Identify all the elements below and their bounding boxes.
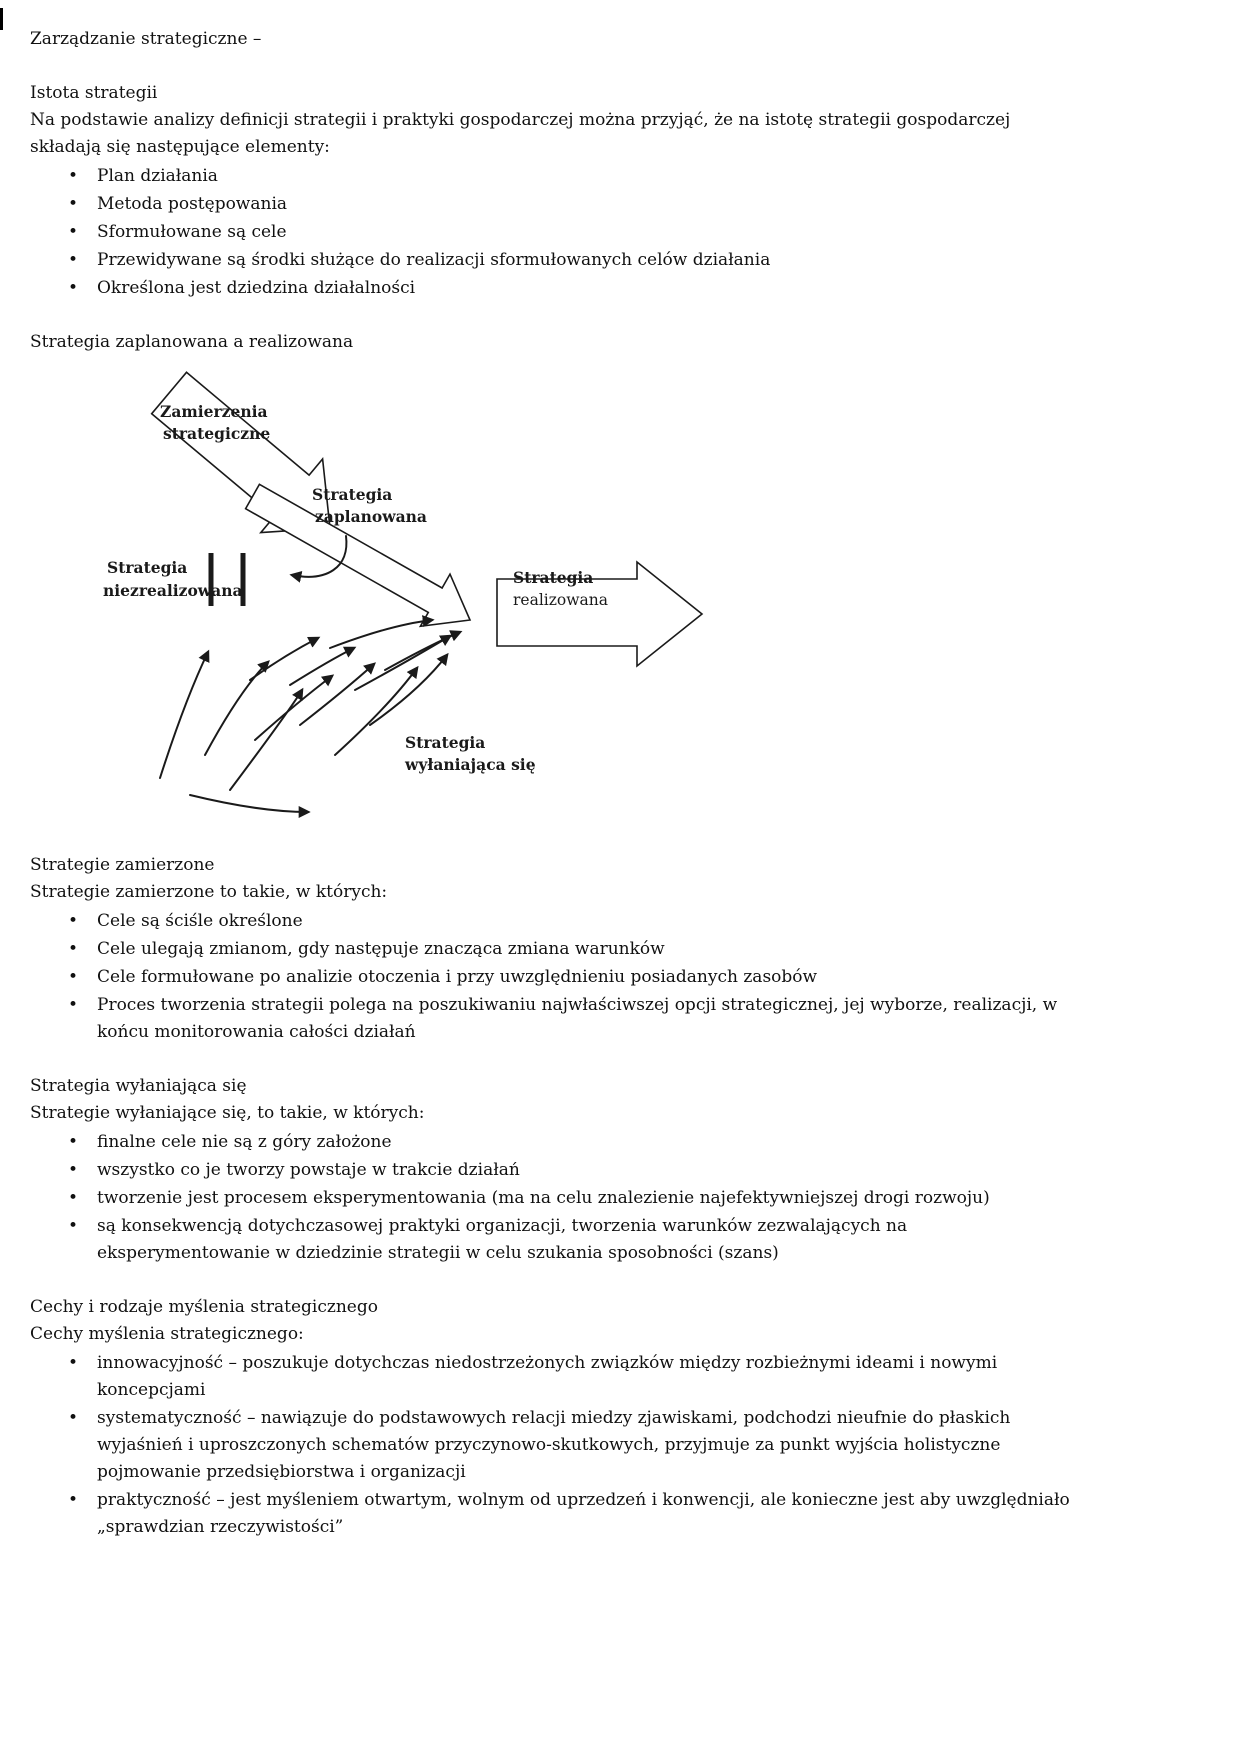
label-unrealized-line1: Strategia <box>107 558 188 577</box>
list-item: • finalne cele nie są z góry założone <box>30 1129 1082 1156</box>
emergent-arrow <box>160 652 208 778</box>
scan-edge-artifact <box>0 8 3 30</box>
heading-diagram-section: Strategia zaplanowana a realizowana <box>30 332 354 352</box>
zamierzone-bullet-list <box>30 908 1082 1046</box>
label-realized-line2: realizowana <box>513 591 608 609</box>
list-item: • Metoda postępowania <box>30 191 1082 218</box>
list-item: • tworzenie jest procesem eksperymentowania (ma na celu znalezienie najefektywniejszej drogi rozwoju) <box>30 1185 1082 1212</box>
emergent-arrow <box>330 620 432 648</box>
cechy-intro: Cechy myślenia strategicznego: <box>30 1324 304 1344</box>
cechy-bullet-list <box>30 1350 1082 1541</box>
wylaniajaca-bullet-list <box>30 1129 1082 1267</box>
emergent-arrows-group <box>160 620 460 812</box>
label-planned-line2: zaplanowana <box>315 507 427 526</box>
heading-zamierzone: Strategie zamierzone <box>30 855 215 875</box>
list-item: • innowacyjność – poszukuje dotychczas niedostrzeżonych związków między rozbieżnymi ideami i nowymi koncepcjami <box>30 1350 1082 1404</box>
list-item: • są konsekwencją dotychczasowej praktyki organizacji, tworzenia warunków zezwalających na eksperymentowanie w dziedzinie strategii w celu szukania sposobności (szans) <box>30 1213 1082 1267</box>
label-planned-line1: Strategia <box>312 485 393 504</box>
list-item: • Proces tworzenia strategii polega na poszukiwaniu najwłaściwszej opcji strategicznej, jej wyborze, realizacji, w końcu monitorowania całości działań <box>30 992 1082 1046</box>
emergent-arrow <box>290 648 354 685</box>
heading-istota: Istota strategii <box>30 83 158 103</box>
heading-cechy: Cechy i rodzaje myślenia strategicznego <box>30 1297 378 1317</box>
emergent-arrow <box>190 795 308 812</box>
page-title: Zarządzanie strategiczne – <box>30 29 262 49</box>
list-item: • Cele ulegają zmianom, gdy następuje znacząca zmiana warunków <box>30 936 1082 963</box>
strategy-diagram <box>40 370 800 848</box>
label-realized-line1: Strategia <box>513 568 594 587</box>
istota-intro: Na podstawie analizy definicji strategii i praktyki gospodarczej można przyjąć, że na istotę strategii gospodarczej składają się następujące elementy: <box>30 110 1011 157</box>
istota-bullet-list <box>30 163 1082 302</box>
list-item: • Plan działania <box>30 163 1082 190</box>
label-unrealized-line2: niezrealizowana <box>103 581 243 600</box>
list-item: • Sformułowane są cele <box>30 219 1082 246</box>
label-intended-line2: strategiczne <box>163 424 271 443</box>
list-item: • Cele są ściśle określone <box>30 908 1082 935</box>
wylaniajaca-intro: Strategie wyłaniające się, to takie, w których: <box>30 1103 425 1123</box>
label-intended-line1: Zamierzenia <box>160 402 268 421</box>
list-item: • Określona jest dziedzina działalności <box>30 275 1082 302</box>
heading-wylaniajaca: Strategia wyłaniająca się <box>30 1076 247 1096</box>
label-emergent-line2: wyłaniająca się <box>405 755 536 774</box>
label-emergent-line1: Strategia <box>405 733 486 752</box>
list-item: • Przewidywane są środki służące do realizacji sformułowanych celów działania <box>30 247 1082 274</box>
list-item: • systematyczność – nawiązuje do podstawowych relacji miedzy zjawiskami, podchodzi nieufnie do płaskich wyjaśnień i uproszczonych schematów przyczynowo-skutkowych, przyjmuje za punkt wyjścia holistyczne pojmowanie przedsiębiorstwa i organizacji <box>30 1405 1082 1486</box>
list-item: • praktyczność – jest myśleniem otwartym, wolnym od uprzedzeń i konwencji, ale konieczne jest aby uwzględniało „sprawdzian rzeczywistości” <box>30 1487 1082 1541</box>
list-item: • wszystko co je tworzy powstaje w trakcie działań <box>30 1157 1082 1184</box>
emergent-arrow <box>370 655 447 725</box>
block-arrow-planned <box>246 484 470 626</box>
emergent-arrow <box>385 632 460 670</box>
emergent-arrow <box>205 662 268 755</box>
emergent-arrow <box>230 690 302 790</box>
zamierzone-intro: Strategie zamierzone to takie, w których: <box>30 882 388 902</box>
list-item: • Cele formułowane po analizie otoczenia i przy uwzględnieniu posiadanych zasobów <box>30 964 1082 991</box>
